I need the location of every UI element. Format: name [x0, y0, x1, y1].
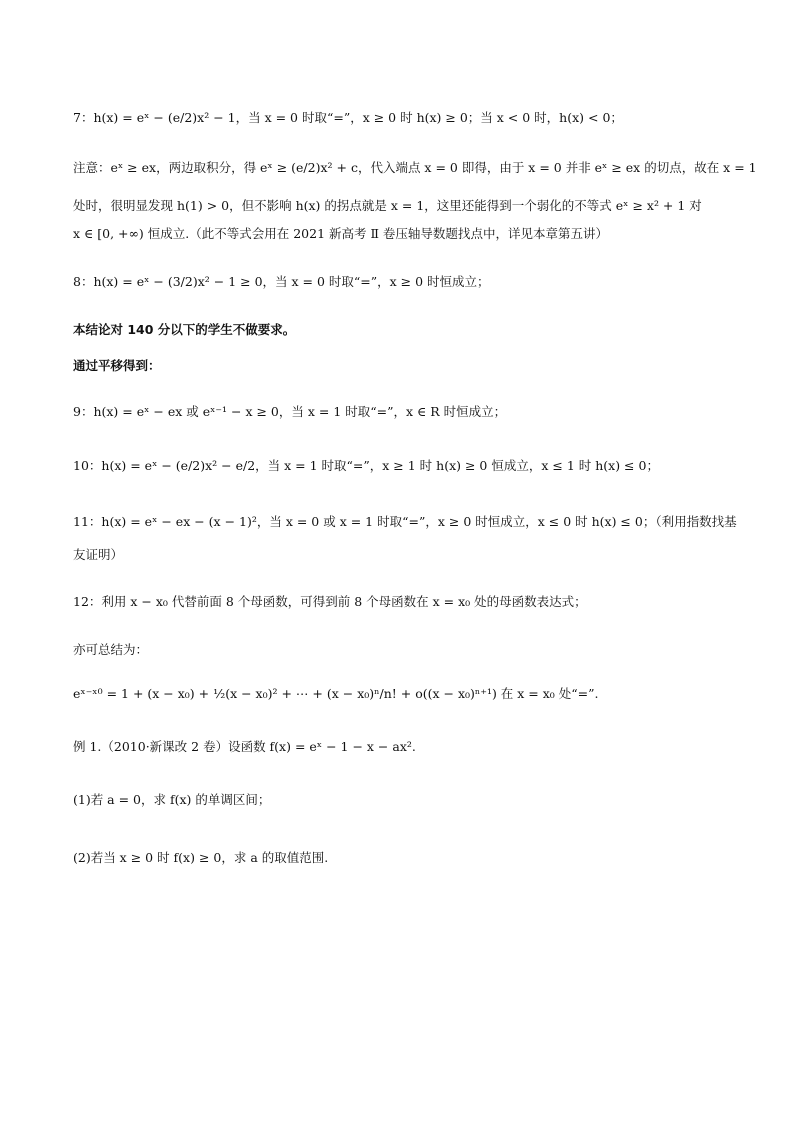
bold-remark: 本结论对 140 分以下的学生不做要求。	[73, 322, 296, 337]
example-1: 例 1.（2010·新课改 2 卷）设函数 f(x) = eˣ − 1 − x − ax².	[73, 739, 416, 754]
question-2: (2)若当 x ≥ 0 时 f(x) ≥ 0，求 a 的取值范围.	[73, 850, 329, 865]
section-heading: 通过平移得到：	[73, 358, 161, 373]
note-line-1: 注意：eˣ ≥ ex，两边取积分，得 eˣ ≥ (e/2)x² + c，代入端点 x = 0 即得，由于 x = 0 并非 eˣ ≥ ex 的切点，故在 x = 1	[73, 160, 757, 175]
item-11-cont: 友证明）	[73, 547, 124, 562]
taylor-formula: eˣ⁻ˣ⁰ = 1 + (x − x₀) + ½(x − x₀)² + ⋯ + (x − x₀)ⁿ/n! + o((x − x₀)ⁿ⁺¹) 在 x = x₀ 处“=”.	[73, 686, 599, 701]
summary-label: 亦可总结为：	[73, 642, 149, 657]
item-11: 11：h(x) = eˣ − ex − (x − 1)²，当 x = 0 或 x = 1 时取“=”，x ≥ 0 时恒成立，x ≤ 0 时 h(x) ≤ 0；（利用指数找基	[73, 514, 737, 529]
item-9: 9：h(x) = eˣ − ex 或 eˣ⁻¹ − x ≥ 0，当 x = 1 时取“=”，x ∈ R 时恒成立；	[73, 404, 507, 419]
item-8: 8：h(x) = eˣ − (3/2)x² − 1 ≥ 0，当 x = 0 时取“=”，x ≥ 0 时恒成立；	[73, 274, 490, 289]
item-12: 12：利用 x − x₀ 代替前面 8 个母函数，可得到前 8 个母函数在 x = x₀ 处的母函数表达式；	[73, 594, 587, 609]
question-1: (1)若 a = 0，求 f(x) 的单调区间；	[73, 792, 271, 807]
item-7: 7：h(x) = eˣ − (e/2)x² − 1，当 x = 0 时取“=”，x ≥ 0 时 h(x) ≥ 0；当 x < 0 时，h(x) < 0；	[73, 110, 623, 125]
item-10: 10：h(x) = eˣ − (e/2)x² − e/2，当 x = 1 时取“=”，x ≥ 1 时 h(x) ≥ 0 恒成立，x ≤ 1 时 h(x) ≤ 0；	[73, 458, 659, 473]
note-line-2: 处时，很明显发现 h(1) > 0，但不影响 h(x) 的拐点就是 x = 1，这里还能得到一个弱化的不等式 eˣ ≥ x² + 1 对	[73, 198, 702, 213]
note-line-3: x ∈ [0, +∞) 恒成立.（此不等式会用在 2021 新高考 Ⅱ 卷压轴导数题找点中，详见本章第五讲）	[73, 226, 608, 241]
